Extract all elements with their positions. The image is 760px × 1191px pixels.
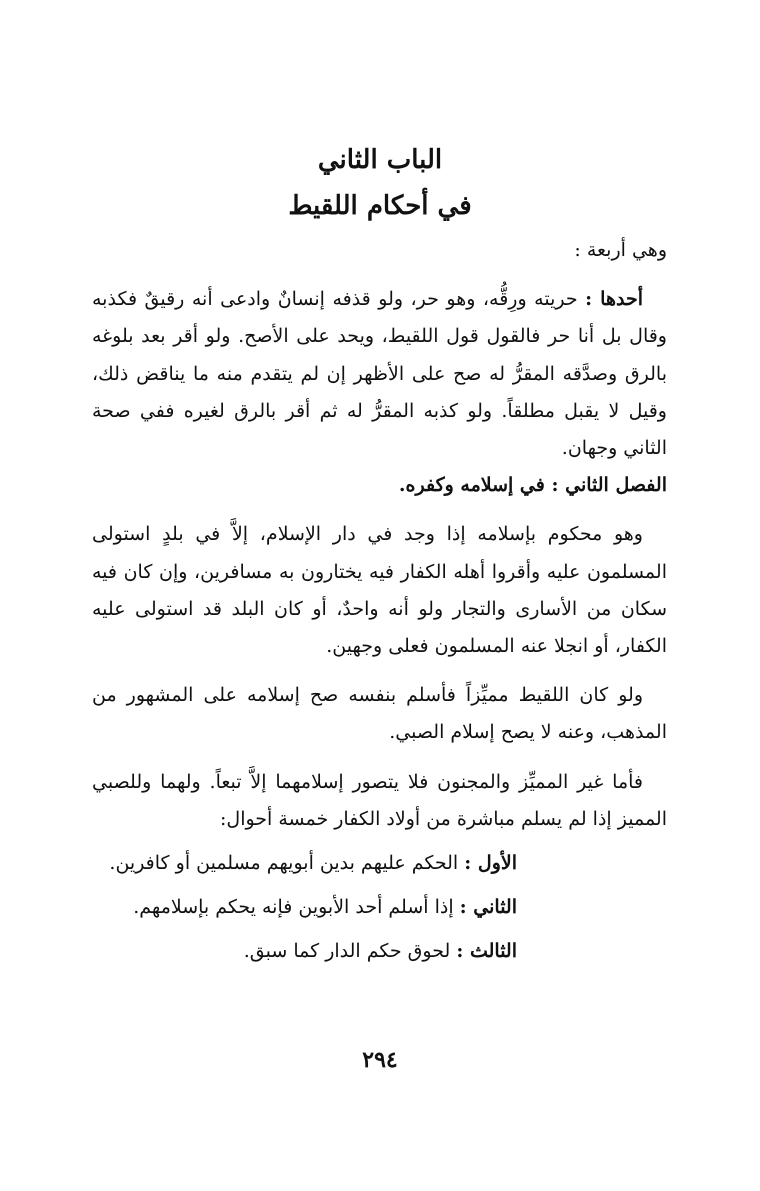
paragraph-mumayyiz: ولو كان اللقيط مميِّزاً فأسلم بنفسه صح إسلامه على المشهور من المذهب، وعنه لا يصح إسلام الصبي. xyxy=(92,684,667,744)
page-number: ٢٩٤ xyxy=(362,1047,398,1073)
first-text: حريته ورِقُّه، وهو حر، ولو قذفه إنسانٌ وادعى أنه رقيقٌ فكذبه وقال بل أنا حر فالقول قول اللقيط، ويحد على الأصح. ولو أقر بعد بلوغه بالرق وصدَّقه المقرُّ له صح على الأظهر إن لم يتقدم منه ما يناقض ذلك، وقيل لا يقبل مطلقاً. ولو كذبه المقرُّ له ثم أقر بالرق لغيره ففي صحة الثاني وجهان. xyxy=(92,288,667,460)
chapter-title: الباب الثاني xyxy=(317,145,443,175)
first-label: أحدها : xyxy=(585,288,643,311)
list-item xyxy=(92,932,517,970)
state-label: الثالث : xyxy=(456,940,517,963)
paragraph-islam: وهو محكوم بإسلامه إذا وجد في دار الإسلام، إلاَّ في بلدٍ استولى المسلمون عليه وأقروا أهله الكفار فيه يختارون به مسافرين، وإن كان فيه سكان من الأسارى والتجار ولو أنه واحدٌ، أو كان البلد قد استولى عليه الكفار، أو انجلا عنه المسلمون فعلى وجهين. xyxy=(92,523,667,658)
list-item xyxy=(92,844,517,882)
states-list xyxy=(92,844,517,970)
list-item xyxy=(92,888,517,926)
intro-line: وهي أربعة : xyxy=(574,239,667,261)
body-text xyxy=(92,232,667,976)
state-text: الحكم عليهم بدين أبويهم مسلمين أو كافرين. xyxy=(109,852,459,875)
state-label: الأول : xyxy=(464,852,517,875)
section-heading xyxy=(92,467,667,504)
chapter-subtitle: في أحكام اللقيط xyxy=(288,191,472,221)
paragraph-five-states: فأما غير المميِّز والمجنون فلا يتصور إسلامهما إلاَّ تبعاً. ولهما وللصبي المميز إذا لم يسلم مباشرة من أولاد الكفار خمسة أحوال: xyxy=(92,770,667,830)
state-text: إذا أسلم أحد الأبوين فإنه يحكم بإسلامهم. xyxy=(133,896,454,919)
paragraph-first xyxy=(92,281,667,467)
state-text: لحوق حكم الدار كما سبق. xyxy=(243,940,451,963)
state-label: الثاني : xyxy=(459,896,517,919)
section-title: في إسلامه وكفره. xyxy=(398,474,545,497)
section-label: الفصل الثاني : xyxy=(551,474,667,497)
